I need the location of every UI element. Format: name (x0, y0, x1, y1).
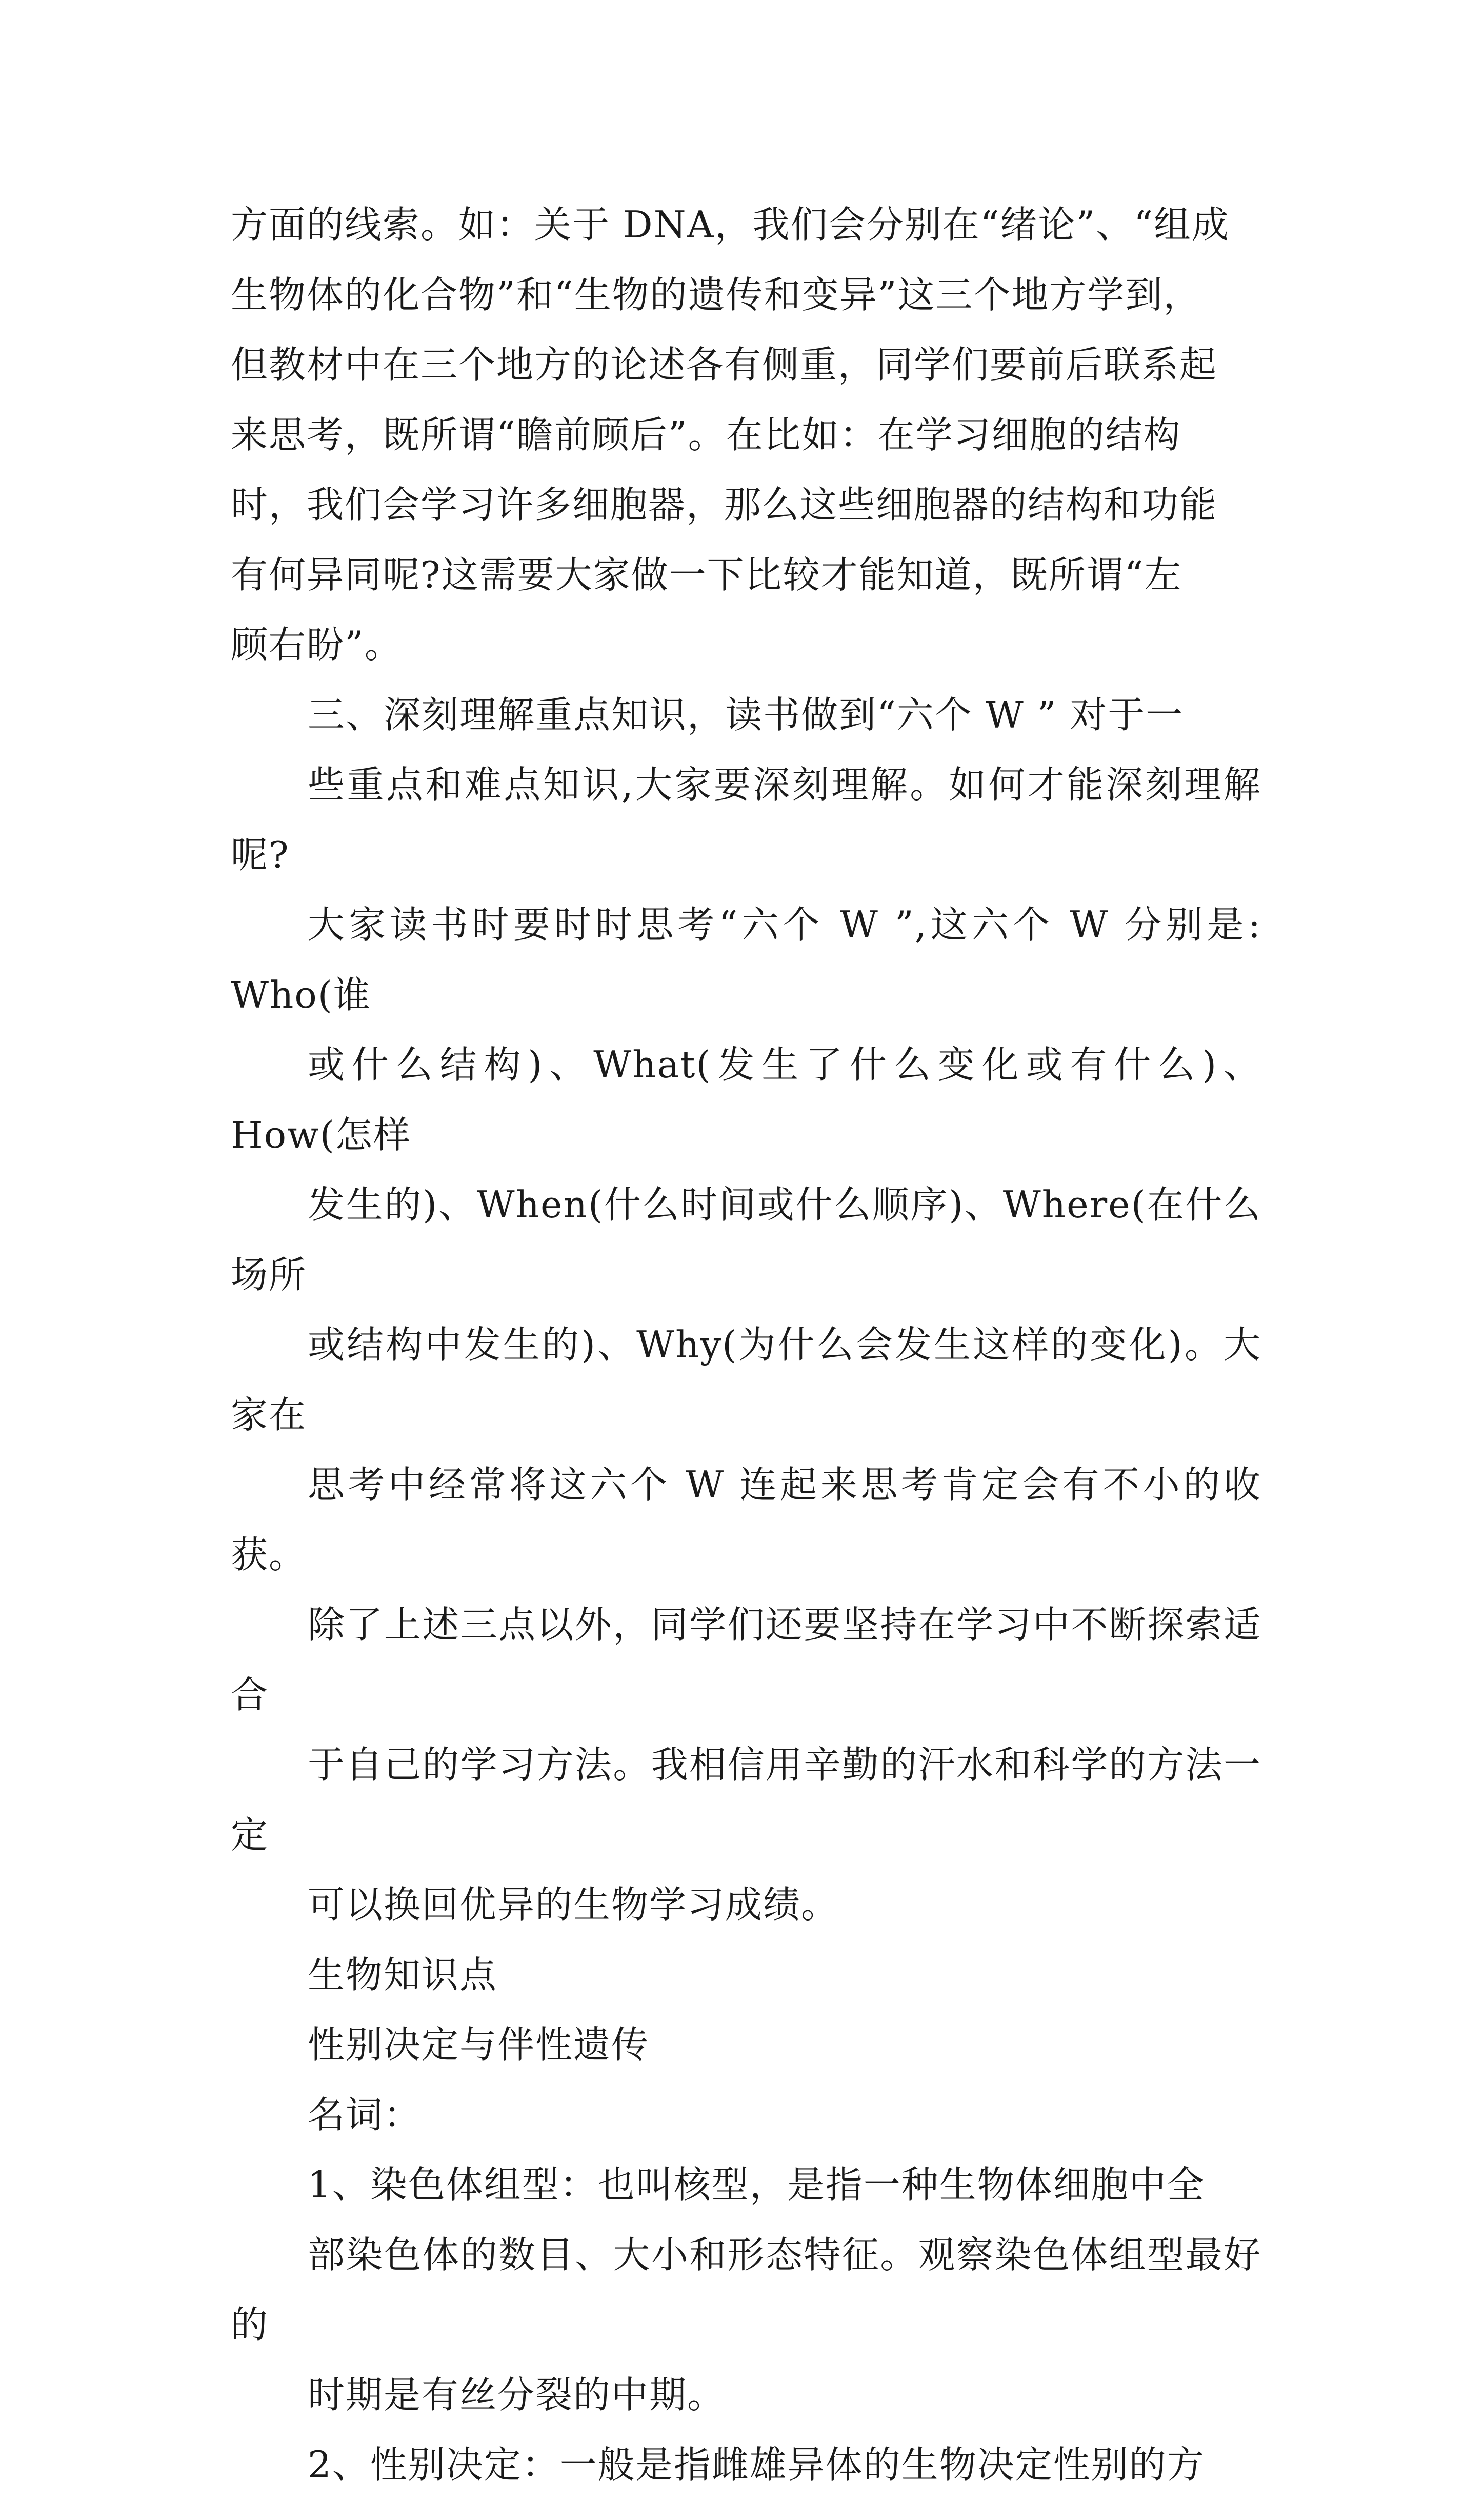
document-page (231, 190, 1261, 2500)
text-line: 些重点和难点知识,大家要深刻理解。如何才能深刻理解呢? (231, 763, 1261, 876)
text-line: 三、深刻理解重点知识，读书做到“六个 W ” 对于一 (308, 693, 1184, 736)
text-line: 1、染色体组型：也叫核型，是指一种生物体细胞中全 (308, 2163, 1205, 2206)
text-line: 部染色体的数目、大小和形态特征。观察染色体组型最好的 (231, 2233, 1261, 2346)
paragraph (231, 2080, 1261, 2150)
text-line: 大家读书时要时时思考“六个 W ”,这六个 W 分别是: Who(谁 (231, 903, 1261, 1016)
text-line: 名词： (308, 2093, 422, 2136)
paragraph (231, 1940, 1261, 2010)
text-line: 除了上述三点以外，同学们还要坚持在学习中不断探索适合 (231, 1603, 1261, 1716)
paragraph (231, 190, 1261, 680)
text-line: 但教材中在三个地方的论述各有侧重，同学们要前后联系起 (231, 343, 1218, 386)
text-line: 性别决定与伴性遗传 (308, 2023, 650, 2066)
text-line: 来思考，既所谓“瞻前顾后”。在比如：在学习细胞的结构 (231, 413, 1181, 456)
text-line: 或结构中发生的)、Why(为什么会发生这样的变化)。大家在 (231, 1323, 1261, 1436)
text-line: 于自己的学习方法。我相信用辛勤的汗水和科学的方法一定 (231, 1743, 1261, 1856)
text-line: 有何异同呢?这需要大家做一下比较才能知道，既所谓“左 (231, 553, 1182, 596)
text-line: 时期是有丝分裂的中期。 (308, 2373, 726, 2416)
text-line: 发生的)、When(什么时间或什么顺序)、Where(在什么场所 (231, 1183, 1261, 1296)
paragraph (231, 680, 1261, 1940)
text-line: 顾右盼”。 (231, 623, 403, 666)
text-line: 或什么结构)、What(发生了什么变化或有什么)、How(怎样 (231, 1043, 1261, 1156)
text-line: 思考中经常将这六个 W 连起来思考肯定会有不小的收获。 (231, 1463, 1261, 1576)
text-line: 生物体的化合物”和“生物的遗传和变异”这三个地方学到， (231, 273, 1201, 316)
document-body (231, 190, 1261, 2500)
text-line: 方面的线索。如：关于 DNA，我们会分别在“绪论”、“组成 (231, 203, 1230, 246)
text-line: 2、性别决定：一般是指雌雄异体的生物决定性别的方 (308, 2443, 1205, 2486)
paragraph (231, 2010, 1261, 2080)
text-line: 生物知识点 (308, 1953, 498, 1996)
paragraph (231, 2150, 1261, 2430)
text-line: 可以换回优异的生物学习成绩。 (308, 1883, 839, 1926)
paragraph (231, 2430, 1261, 2500)
text-line: 时，我们会学习许多细胞器，那么这些细胞器的结构和功能 (231, 483, 1218, 526)
